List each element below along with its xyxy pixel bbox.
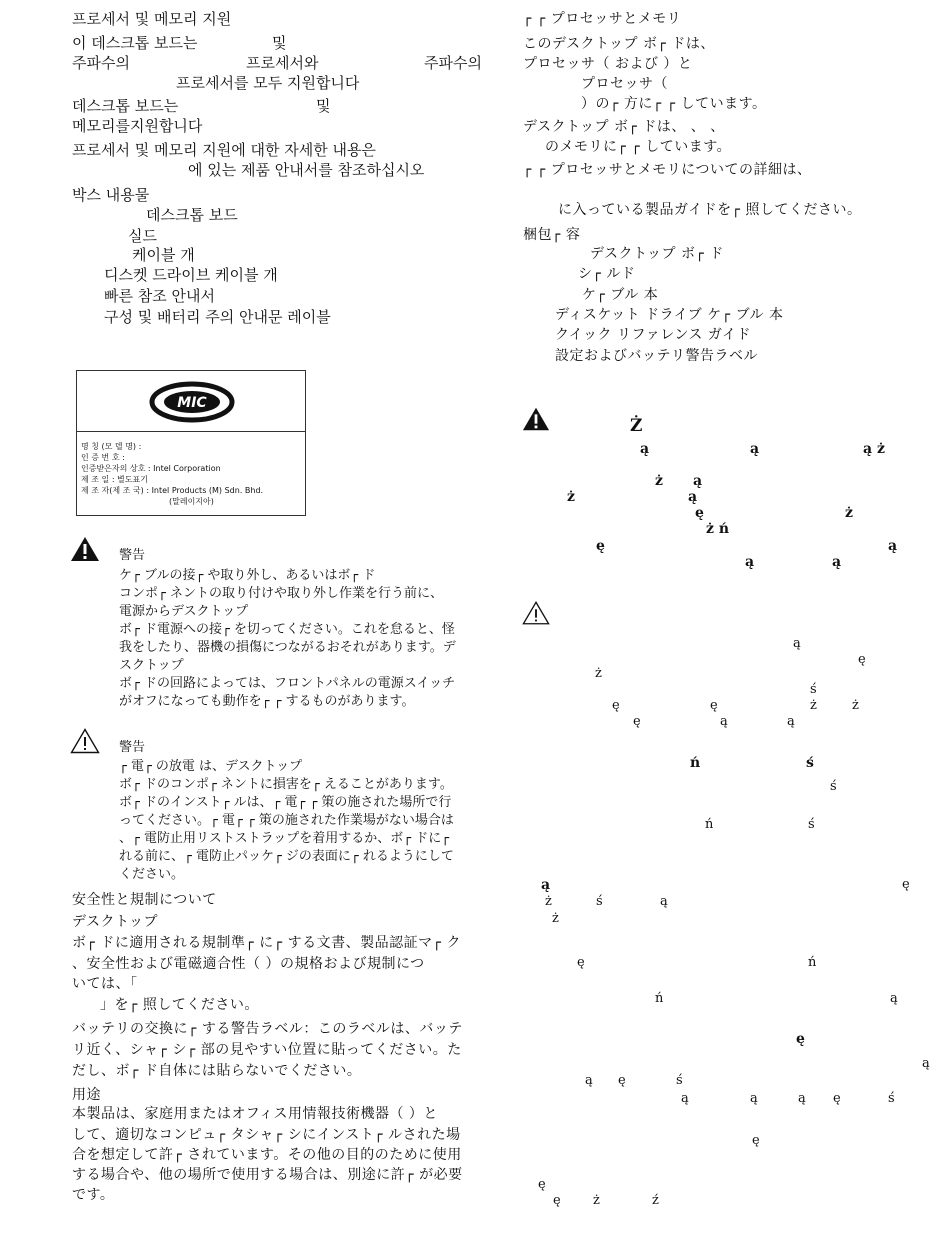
polish-fragment: ą bbox=[640, 441, 650, 457]
polish-fragment: ż bbox=[552, 911, 559, 926]
safety-line: デスクトップ bbox=[72, 914, 159, 930]
polish-fragment: ś bbox=[830, 779, 837, 794]
polish-fragment: ę bbox=[710, 698, 718, 713]
polish-fragment: ś bbox=[888, 1091, 895, 1106]
safety-line: 」を┌ 照してください。 bbox=[100, 997, 259, 1013]
warning-line: 我をしたり、器機の損傷につながるおそれがあります。デ bbox=[119, 640, 456, 655]
mic-logo-icon bbox=[147, 379, 237, 425]
safety-line: ボ┌ ドに適用される規制準┌ に┌ する文書、製品認証マ┌ ク bbox=[72, 935, 462, 951]
mic-certification-label bbox=[76, 370, 306, 516]
safety-heading: 安全性と規制について bbox=[72, 892, 217, 908]
mic-row: 제 조 일 : 별도표기 bbox=[81, 475, 148, 484]
polish-fragment: ż ń bbox=[706, 521, 730, 537]
korean-box-item: 케이블 개 bbox=[132, 246, 195, 264]
mic-row: (말레이지아) bbox=[169, 497, 214, 506]
warning-title: 警告 bbox=[119, 548, 146, 563]
warning-line: ボ┌ ドの回路によっては、フロントパネルの電源スイッチ bbox=[119, 676, 456, 691]
polish-fragment: ń bbox=[690, 755, 701, 771]
korean-text: 및 bbox=[316, 97, 331, 115]
ja-right-box-item: 設定およびバッテリ警告ラベル bbox=[555, 348, 758, 364]
usage-line: する場合や、他の場所で使用する場合は、別途に許┌ が必要 bbox=[72, 1167, 463, 1183]
korean-text: 및 bbox=[272, 34, 287, 52]
ja-right-line: に入っている製品ガイドを┌ 照してください。 bbox=[558, 202, 862, 218]
korean-box-item: 디스켓 드라이브 케이블 개 bbox=[104, 266, 278, 284]
ja-right-line: プロセッサ（ bbox=[581, 76, 668, 92]
polish-fragment: ń bbox=[705, 817, 714, 832]
polish-fragment: ż bbox=[655, 473, 663, 489]
korean-box-heading: 박스 내용물 bbox=[72, 186, 150, 204]
polish-fragment: ź bbox=[652, 1193, 659, 1208]
warning-line: ボ┌ ド電源への接┌ を切ってください。これを怠ると、怪 bbox=[119, 622, 455, 637]
polish-fragment: ą ż bbox=[863, 441, 885, 457]
polish-fragment: ą bbox=[750, 441, 760, 457]
polish-fragment: ś bbox=[596, 894, 603, 909]
mic-row: 제 조 자(제 조 국) : Intel Products (M) Sdn. Bhd. bbox=[81, 486, 264, 495]
caution-line: ください。 bbox=[119, 867, 185, 882]
ja-right-line: このデスクトップ ボ┌ ドは、 bbox=[523, 36, 715, 52]
ja-right-box-item: ケ┌ ブル 本 bbox=[582, 287, 659, 303]
caution-outline-icon bbox=[70, 728, 100, 754]
battery-line: バッテリの交換に┌ する警告ラベル：このラベルは、バッテ bbox=[72, 1021, 463, 1037]
mic-row: 인증받은자의 상호 : Intel Corporation bbox=[81, 464, 221, 473]
korean-text: 프로세서를 모두 지원합니다 bbox=[176, 74, 360, 92]
polish-fragment: ą bbox=[693, 473, 703, 489]
usage-heading: 用途 bbox=[72, 1087, 101, 1103]
ja-right-line: デスクトップ ボ┌ ドは、 、 、 bbox=[523, 119, 725, 135]
polish-fragment: ę bbox=[796, 1031, 805, 1047]
mic-row: 인 증 번 호 : bbox=[81, 453, 125, 462]
polish-fragment: ą bbox=[888, 538, 898, 554]
polish-fragment: ę bbox=[633, 714, 641, 729]
battery-line: だし、ボ┌ ド自体には貼らないでください。 bbox=[72, 1063, 362, 1079]
polish-fragment: ę bbox=[553, 1193, 561, 1208]
korean-text: 프로세서 및 메모리 지원에 대한 자세한 내용은 bbox=[72, 141, 376, 159]
polish-fragment: ą bbox=[922, 1056, 930, 1071]
korean-text: 데스크톱 보드는 bbox=[72, 97, 179, 115]
korean-box-item: 데스크톱 보드 bbox=[146, 206, 238, 224]
ja-right-line: ┌ ┌ プロセッサとメモリについての詳細は、 bbox=[523, 162, 812, 178]
polish-fragment: ą bbox=[720, 714, 728, 729]
polish-fragment: ń bbox=[655, 991, 664, 1006]
polish-fragment: ń bbox=[808, 955, 817, 970]
polish-fragment: ę bbox=[752, 1133, 760, 1148]
polish-fragment: ą bbox=[832, 554, 842, 570]
warning-line: コンポ┌ ネントの取り付けや取り外し作業を行う前に、 bbox=[119, 586, 443, 601]
warning-line: がオフになっても動作を┌ ┌ するものがあります。 bbox=[119, 694, 415, 709]
warning-filled-icon bbox=[70, 536, 100, 562]
polish-fragment: ę bbox=[612, 698, 620, 713]
caution-line: ┌ 電┌ の放電 は、デスクトップ bbox=[119, 759, 303, 774]
caution-line: ボ┌ ドのインスト┌ ルは、┌ 電┌ ┌ 策の施された場所で行 bbox=[119, 795, 452, 810]
korean-box-item: 빠른 참조 안내서 bbox=[104, 287, 215, 305]
caution-line: ボ┌ ドのコンポ┌ ネントに損害を┌ えることがあります。 bbox=[119, 777, 453, 792]
ja-right-heading: ┌ ┌ プロセッサとメモリ bbox=[523, 11, 682, 27]
korean-text: 메모리를지원합니다 bbox=[72, 117, 203, 135]
ja-right-box-item: ディスケット ドライブ ケ┌ ブル 本 bbox=[555, 307, 784, 323]
polish-fragment: ś bbox=[808, 817, 815, 832]
usage-line: です。 bbox=[72, 1187, 115, 1203]
usage-line: して、適切なコンピュ┌ タシャ┌ シにインスト┌ ルされた場 bbox=[72, 1127, 461, 1143]
korean-box-item: 구성 및 배터리 주의 안내문 레이블 bbox=[104, 308, 331, 326]
caution-line: れる前に、┌ 電防止パッケ┌ ジの表面に┌ れるようにして bbox=[119, 849, 454, 864]
polish-fragment: ą bbox=[750, 1091, 758, 1106]
safety-line: いては、「 bbox=[72, 976, 138, 992]
korean-text: 주파수의 bbox=[424, 54, 482, 72]
korean-text: 이 데스크톱 보드는 bbox=[72, 34, 198, 52]
warning-line: スクトップ bbox=[119, 658, 184, 673]
korean-text: 프로세서와 bbox=[246, 54, 319, 72]
ja-right-box-item: デスクトップ ボ┌ ド bbox=[590, 246, 724, 262]
mic-row: 명 칭 (모 델 명) : bbox=[81, 442, 142, 451]
polish-fragment: ę bbox=[596, 538, 605, 554]
polish-fragment: ę bbox=[902, 877, 910, 892]
polish-fragment: ą bbox=[798, 1091, 806, 1106]
polish-fragment: ż bbox=[810, 698, 817, 713]
ja-right-box-item: クイック リファレンス ガイド bbox=[555, 327, 751, 343]
warning-line: 電源からデスクトップ bbox=[119, 604, 249, 619]
korean-box-item: 실드 bbox=[128, 227, 157, 245]
caution-outline-icon bbox=[522, 600, 550, 626]
ja-right-line: プロセッサ（ および ）と bbox=[523, 56, 693, 72]
polish-fragment: ż bbox=[852, 698, 859, 713]
polish-fragment: ę bbox=[695, 505, 704, 521]
usage-line: 合を想定して許┌ されています。その他の目的のために使用 bbox=[72, 1147, 462, 1163]
warning-line: ケ┌ ブルの接┌ や取り外し、あるいはボ┌ ド bbox=[119, 568, 376, 583]
polish-fragment: ą bbox=[890, 991, 898, 1006]
polish-fragment: ę bbox=[618, 1073, 626, 1088]
ja-right-line: のメモリに┌ ┌ しています。 bbox=[545, 139, 732, 155]
polish-fragment: ę bbox=[833, 1091, 841, 1106]
safety-line: 、安全性および電磁適合性（ ）の規格および規制につ bbox=[72, 956, 425, 972]
polish-fragment: ż bbox=[567, 489, 575, 505]
polish-fragment: ż bbox=[593, 1193, 600, 1208]
polish-fragment: ą bbox=[787, 714, 795, 729]
polish-fragment: ż bbox=[545, 894, 552, 909]
polish-fragment: ą bbox=[541, 877, 551, 893]
polish-fragment: ą bbox=[688, 489, 698, 505]
mic-logo-text: MIC bbox=[177, 395, 207, 411]
polish-fragment: ą bbox=[745, 554, 755, 570]
polish-fragment: ę bbox=[858, 652, 866, 667]
polish-fragment: ę bbox=[577, 955, 585, 970]
ja-right-box-item: シ┌ ルド bbox=[578, 266, 636, 282]
caution-line: 、┌ 電防止用リストストラップを着用するか、ボ┌ ドに┌ bbox=[119, 831, 450, 846]
caution-title: 警告 bbox=[119, 740, 146, 755]
ja-right-box-heading: 梱包┌ 容 bbox=[523, 227, 581, 243]
battery-line: リ近く、シャ┌ シ┌ 部の見やすい位置に貼ってください。た bbox=[72, 1042, 462, 1058]
polish-fragment: ś bbox=[676, 1073, 683, 1088]
polish-fragment: ą bbox=[681, 1091, 689, 1106]
caution-line: ってください。┌ 電┌ ┌ 策の施された作業場がない場合は bbox=[119, 813, 454, 828]
polish-fragment: ż bbox=[595, 666, 602, 681]
polish-fragment: ę bbox=[538, 1177, 546, 1192]
polish-fragment: ś bbox=[810, 682, 817, 697]
polish-fragment: ą bbox=[793, 636, 801, 651]
korean-text: 에 있는 제품 안내서를 참조하십시오 bbox=[188, 161, 425, 179]
polish-fragment: ś bbox=[806, 755, 814, 771]
polish-fragment: ż bbox=[845, 505, 853, 521]
ja-right-line: ）の┌ 方に┌ ┌ しています。 bbox=[581, 96, 767, 112]
korean-text: 주파수의 bbox=[72, 54, 130, 72]
korean-heading: 프로세서 및 메모리 지원 bbox=[72, 10, 232, 28]
polish-title: Ż bbox=[630, 416, 643, 436]
polish-fragment: ą bbox=[585, 1073, 593, 1088]
warning-filled-icon bbox=[522, 406, 550, 432]
mic-divider bbox=[77, 431, 305, 432]
polish-fragment: ą bbox=[660, 894, 668, 909]
usage-line: 本製品は、家庭用またはオフィス用情報技術機器（ ）と bbox=[72, 1106, 438, 1122]
